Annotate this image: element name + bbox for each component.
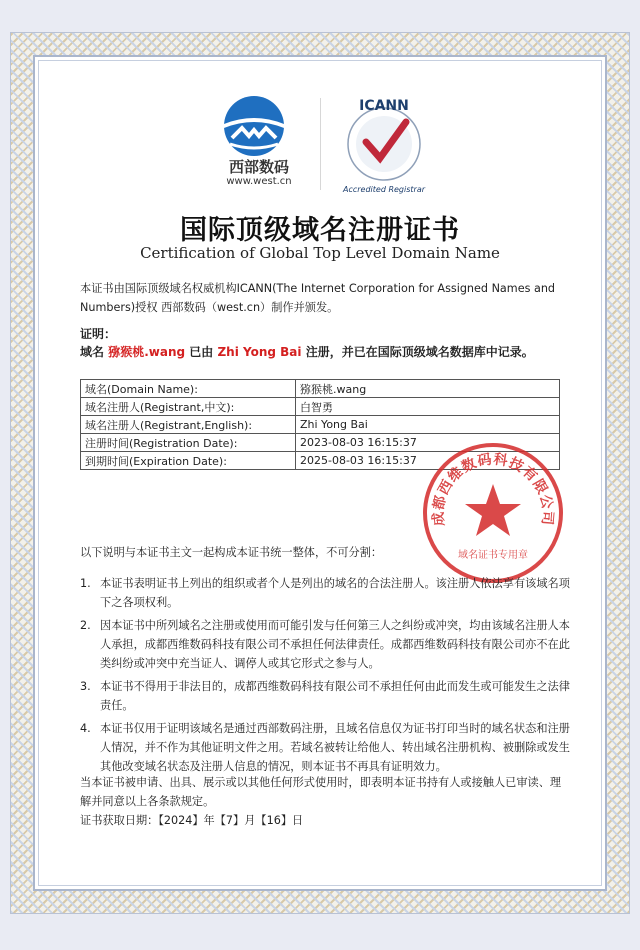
certificate-title-cn: 国际顶级域名注册证书 (180, 215, 460, 246)
table-value: 2025-08-03 16:15:37 (296, 452, 560, 470)
notes-heading: 以下说明与本证书主文一起构成本证书统一整体，不可分割： (80, 546, 383, 559)
certify-label: 证明： (80, 327, 117, 341)
note-number: 1. (80, 577, 91, 590)
table-value: 猕猴桃.wang (296, 380, 560, 398)
table-key: 到期时间(Expiration Date): (81, 452, 296, 470)
list-item (80, 574, 570, 612)
seal-bottom-text: 域名证书专用章 (458, 550, 528, 561)
seal-top-text: 成都西维数码科技有限公司 (430, 451, 556, 527)
note-number: 2. (80, 619, 91, 632)
icann-accredited-badge-icon (332, 92, 436, 196)
icann-bottom-text: Accredited Registrar (342, 185, 426, 194)
certify-registrant: Zhi Yong Bai (217, 345, 302, 359)
table-key: 域名注册人(Registrant,中文): (81, 398, 296, 416)
intro-paragraph: 本证书由国际顶级域名权威机构ICANN(The Internet Corporation for Assigned Names and Numbers)授权 西部数码（west.cn）制作并颁发。 (80, 282, 556, 314)
table-value: 白智勇 (296, 398, 560, 416)
table-row (81, 416, 560, 434)
west-logo-icon (222, 94, 286, 158)
table-row (81, 398, 560, 416)
logo-divider (320, 98, 321, 190)
certify-suffix: 注册，并已在国际顶级域名数据库中记录。 (305, 345, 534, 359)
certify-statement (80, 343, 534, 360)
company-seal-icon (418, 438, 568, 588)
note-text: 因本证书中所列域名之注册或使用而可能引发与任何第三人之纠纷或冲突，均由该域名注册人本人承担，成都西维数码科技有限公司不承担任何法律责任。成都西维数码科技有限公司亦不在此类纠纷或冲突中充当证人、调停人或其它形式之参与人。 (100, 619, 570, 670)
closing-paragraph: 当本证书被申请、出具、展示或以其他任何形式使用时，即表明本证书持有人或接触人已审读、理解并同意以上各条款规定。 (80, 776, 562, 808)
west-brand-name: 西部数码 (228, 158, 289, 176)
table-key: 域名注册人(Registrant,English): (81, 416, 296, 434)
west-brand-url: www.west.cn (226, 176, 292, 187)
table-key: 域名(Domain Name): (81, 380, 296, 398)
table-key: 注册时间(Registration Date): (81, 434, 296, 452)
note-number: 4. (80, 722, 91, 735)
certify-prefix: 域名 (80, 345, 105, 359)
note-text: 本证书仅用于证明该域名是通过西部数码注册，且域名信息仅为证书打印当时的域名状态和注册人情况，并不作为其他证明文件之用。若域名被转让给他人、转出域名注册机构、被删除或发生其他改变域名状态及注册人信息的情况，则本证书不再具有证明效力。 (100, 722, 570, 773)
table-value: Zhi Yong Bai (296, 416, 560, 434)
certify-domain: 猕猴桃.wang (108, 345, 186, 359)
icann-top-text: ICANN (359, 98, 409, 114)
list-item (80, 616, 570, 673)
note-text: 本证书不得用于非法目的，成都西维数码科技有限公司不承担任何由此而发生或可能发生之法律责任。 (100, 680, 570, 712)
note-text: 本证书表明证书上列出的组织或者个人是列出的域名的合法注册人。该注册人依法享有该域名项下之各项权利。 (100, 577, 570, 609)
note-number: 3. (80, 680, 91, 693)
certify-mid: 已由 (189, 345, 214, 359)
list-item (80, 719, 570, 776)
issue-date: 证书获取日期：【2024】年【7】月【16】日 (80, 814, 304, 827)
certificate-title-en: Certification of Global Top Level Domain Name (140, 244, 500, 262)
notes-list (80, 574, 570, 780)
table-value: 2023-08-03 16:15:37 (296, 434, 560, 452)
table-row (81, 380, 560, 398)
list-item (80, 677, 570, 715)
